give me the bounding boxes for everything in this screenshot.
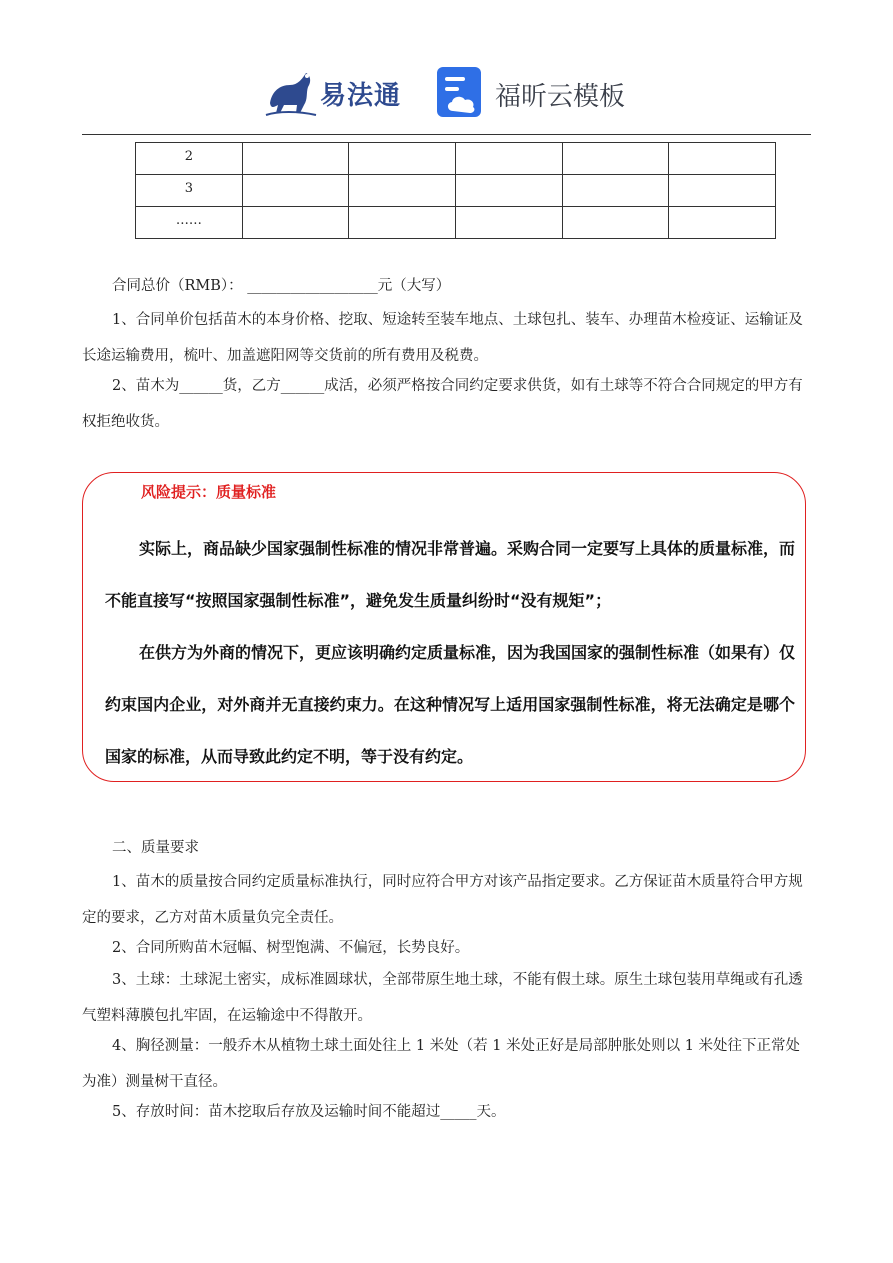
quality-clause-4 [82,1028,812,1100]
cloud-doc-icon [437,67,485,117]
table-cell: 2 [136,143,243,175]
clause-2-text: 2、苗木为______货，乙方______成活，必须严格按合同约定要求供货，如有土球等不符合合同规定的甲方有权拒绝收货。 [82,378,803,430]
table-cell [455,207,562,239]
table-cell [669,207,776,239]
risk-tip-title: 风险提示：质量标准 [141,483,277,501]
table-row [136,175,776,207]
table-cell [455,143,562,175]
quality-clause-4-text: 4、胸径测量：一般乔木从植物土球土面处往上 1 米处（若 1 米处正好是局部肿胀处则以 1 米处往下正常处为准）测量树干直径。 [82,1038,801,1090]
fuxin-logo [437,65,637,121]
quality-clause-2 [82,930,812,966]
header-divider [82,134,811,135]
table-cell: …… [136,207,243,239]
table-row [136,207,776,239]
logo1-text: 易法通 [320,81,402,111]
risk-tip-paragraph: 实际上，商品缺少国家强制性标准的情况非常普遍。采购合同一定要写上具体的质量标准，而不能直接写“按照国家强制性标准”，避免发生质量纠纷时“没有规矩”； [105,539,796,610]
table-cell: 3 [136,175,243,207]
section-2-heading [82,830,812,866]
table-cell [669,175,776,207]
risk-tip-body [105,523,795,783]
quality-clause-5 [82,1094,812,1130]
table-cell [669,143,776,175]
qilin-logo-icon [262,63,320,119]
yifatong-logo [262,63,412,119]
contract-total-line [82,268,812,304]
table-cell [455,175,562,207]
item-table [135,142,776,239]
quality-clause-1 [82,864,812,936]
quality-clause-2-text: 2、合同所购苗木冠幅、树型饱满、不偏冠，长势良好。 [112,940,470,956]
table-cell [242,143,349,175]
clause-1 [82,302,812,374]
section-2-heading-text: 二、质量要求 [112,840,199,856]
quality-clause-3-text: 3、土球：土球泥土密实，成标准圆球状，全部带原生地土球，不能有假土球。原生土球包装用草绳或有孔透气塑料薄膜包扎牢固，在运输途中不得散开。 [82,972,803,1024]
contract-total-text: 合同总价（RMB）： __________________元（大写） [112,278,451,294]
risk-tip-box [82,472,806,782]
quality-clause-5-text: 5、存放时间：苗木挖取后存放及运输时间不能超过_____天。 [112,1104,506,1120]
quality-clause-1-text: 1、苗木的质量按合同约定质量标准执行，同时应符合甲方对该产品指定要求。乙方保证苗木质量符合甲方规定的要求，乙方对苗木质量负完全责任。 [82,874,803,926]
table-cell [242,207,349,239]
quality-clause-3 [82,962,812,1034]
clause-2 [82,368,812,440]
table-cell [562,175,669,207]
table-cell [562,207,669,239]
table-cell [349,143,456,175]
table-cell [349,175,456,207]
table-cell [562,143,669,175]
table-row [136,143,776,175]
table-cell [242,175,349,207]
risk-tip-paragraph: 在供方为外商的情况下，更应该明确约定质量标准，因为我国国家的强制性标准（如果有）仅约束国内企业，对外商并无直接约束力。在这种情况写上适用国家强制性标准，将无法确定是哪个国家的标准，从而导致此约定不明，等于没有约定。 [105,643,796,766]
clause-1-text: 1、合同单价包括苗木的本身价格、挖取、短途转至装车地点、土球包扎、装车、办理苗木检疫证、运输证及长途运输费用，梳叶、加盖遮阳网等交货前的所有费用及税费。 [82,312,803,364]
logo2-text: 福昕云模板 [495,82,626,112]
table-cell [349,207,456,239]
page-header [0,55,893,125]
